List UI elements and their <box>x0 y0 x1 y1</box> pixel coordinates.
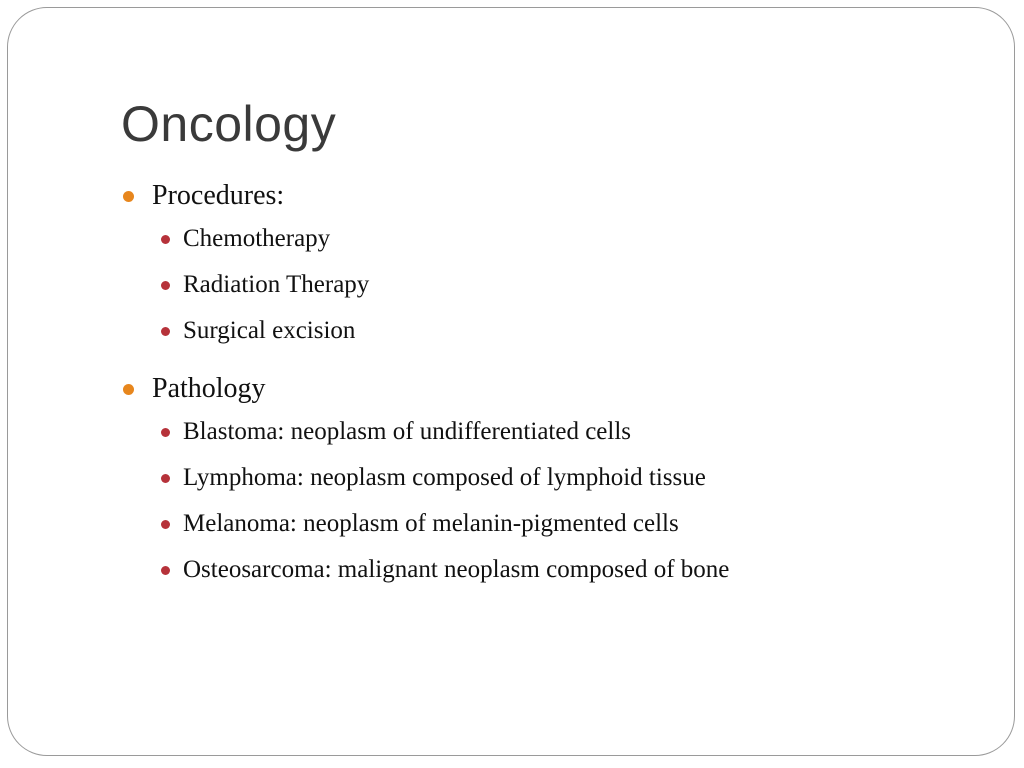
list-item <box>159 507 729 541</box>
list-item <box>159 268 369 302</box>
red-bullet-icon <box>161 428 170 437</box>
bullet-pathology <box>123 371 729 407</box>
procedures-list <box>123 222 369 348</box>
slide-frame <box>7 7 1015 756</box>
orange-bullet-icon <box>123 191 134 202</box>
list-item-text: Osteosarcoma: malignant neoplasm composed of bone <box>183 556 730 583</box>
list-item-text: Blastoma: neoplasm of undifferentiated cells <box>183 418 632 445</box>
list-item <box>159 314 369 348</box>
red-bullet-icon <box>161 235 170 244</box>
list-item-text: Surgical excision <box>183 317 356 344</box>
list-item-text: Radiation Therapy <box>183 271 370 298</box>
red-bullet-icon <box>161 281 170 290</box>
list-item-text: Lymphoma: neoplasm composed of lymphoid tissue <box>183 464 706 491</box>
bullet-heading: Pathology <box>152 373 266 404</box>
bullet-heading: Procedures: <box>152 180 285 211</box>
red-bullet-icon <box>161 474 170 483</box>
section-pathology <box>123 371 729 587</box>
list-item-text: Chemotherapy <box>183 225 331 252</box>
list-item <box>159 461 729 495</box>
red-bullet-icon <box>161 520 170 529</box>
list-item <box>159 222 369 256</box>
slide-title: Oncology <box>121 96 337 152</box>
list-item <box>159 553 729 587</box>
list-item <box>159 415 729 449</box>
list-item-text: Melanoma: neoplasm of melanin-pigmented cells <box>183 510 679 537</box>
bullet-procedures <box>123 178 369 214</box>
red-bullet-icon <box>161 566 170 575</box>
section-procedures <box>123 178 369 348</box>
orange-bullet-icon <box>123 384 134 395</box>
pathology-list <box>123 415 729 587</box>
red-bullet-icon <box>161 327 170 336</box>
